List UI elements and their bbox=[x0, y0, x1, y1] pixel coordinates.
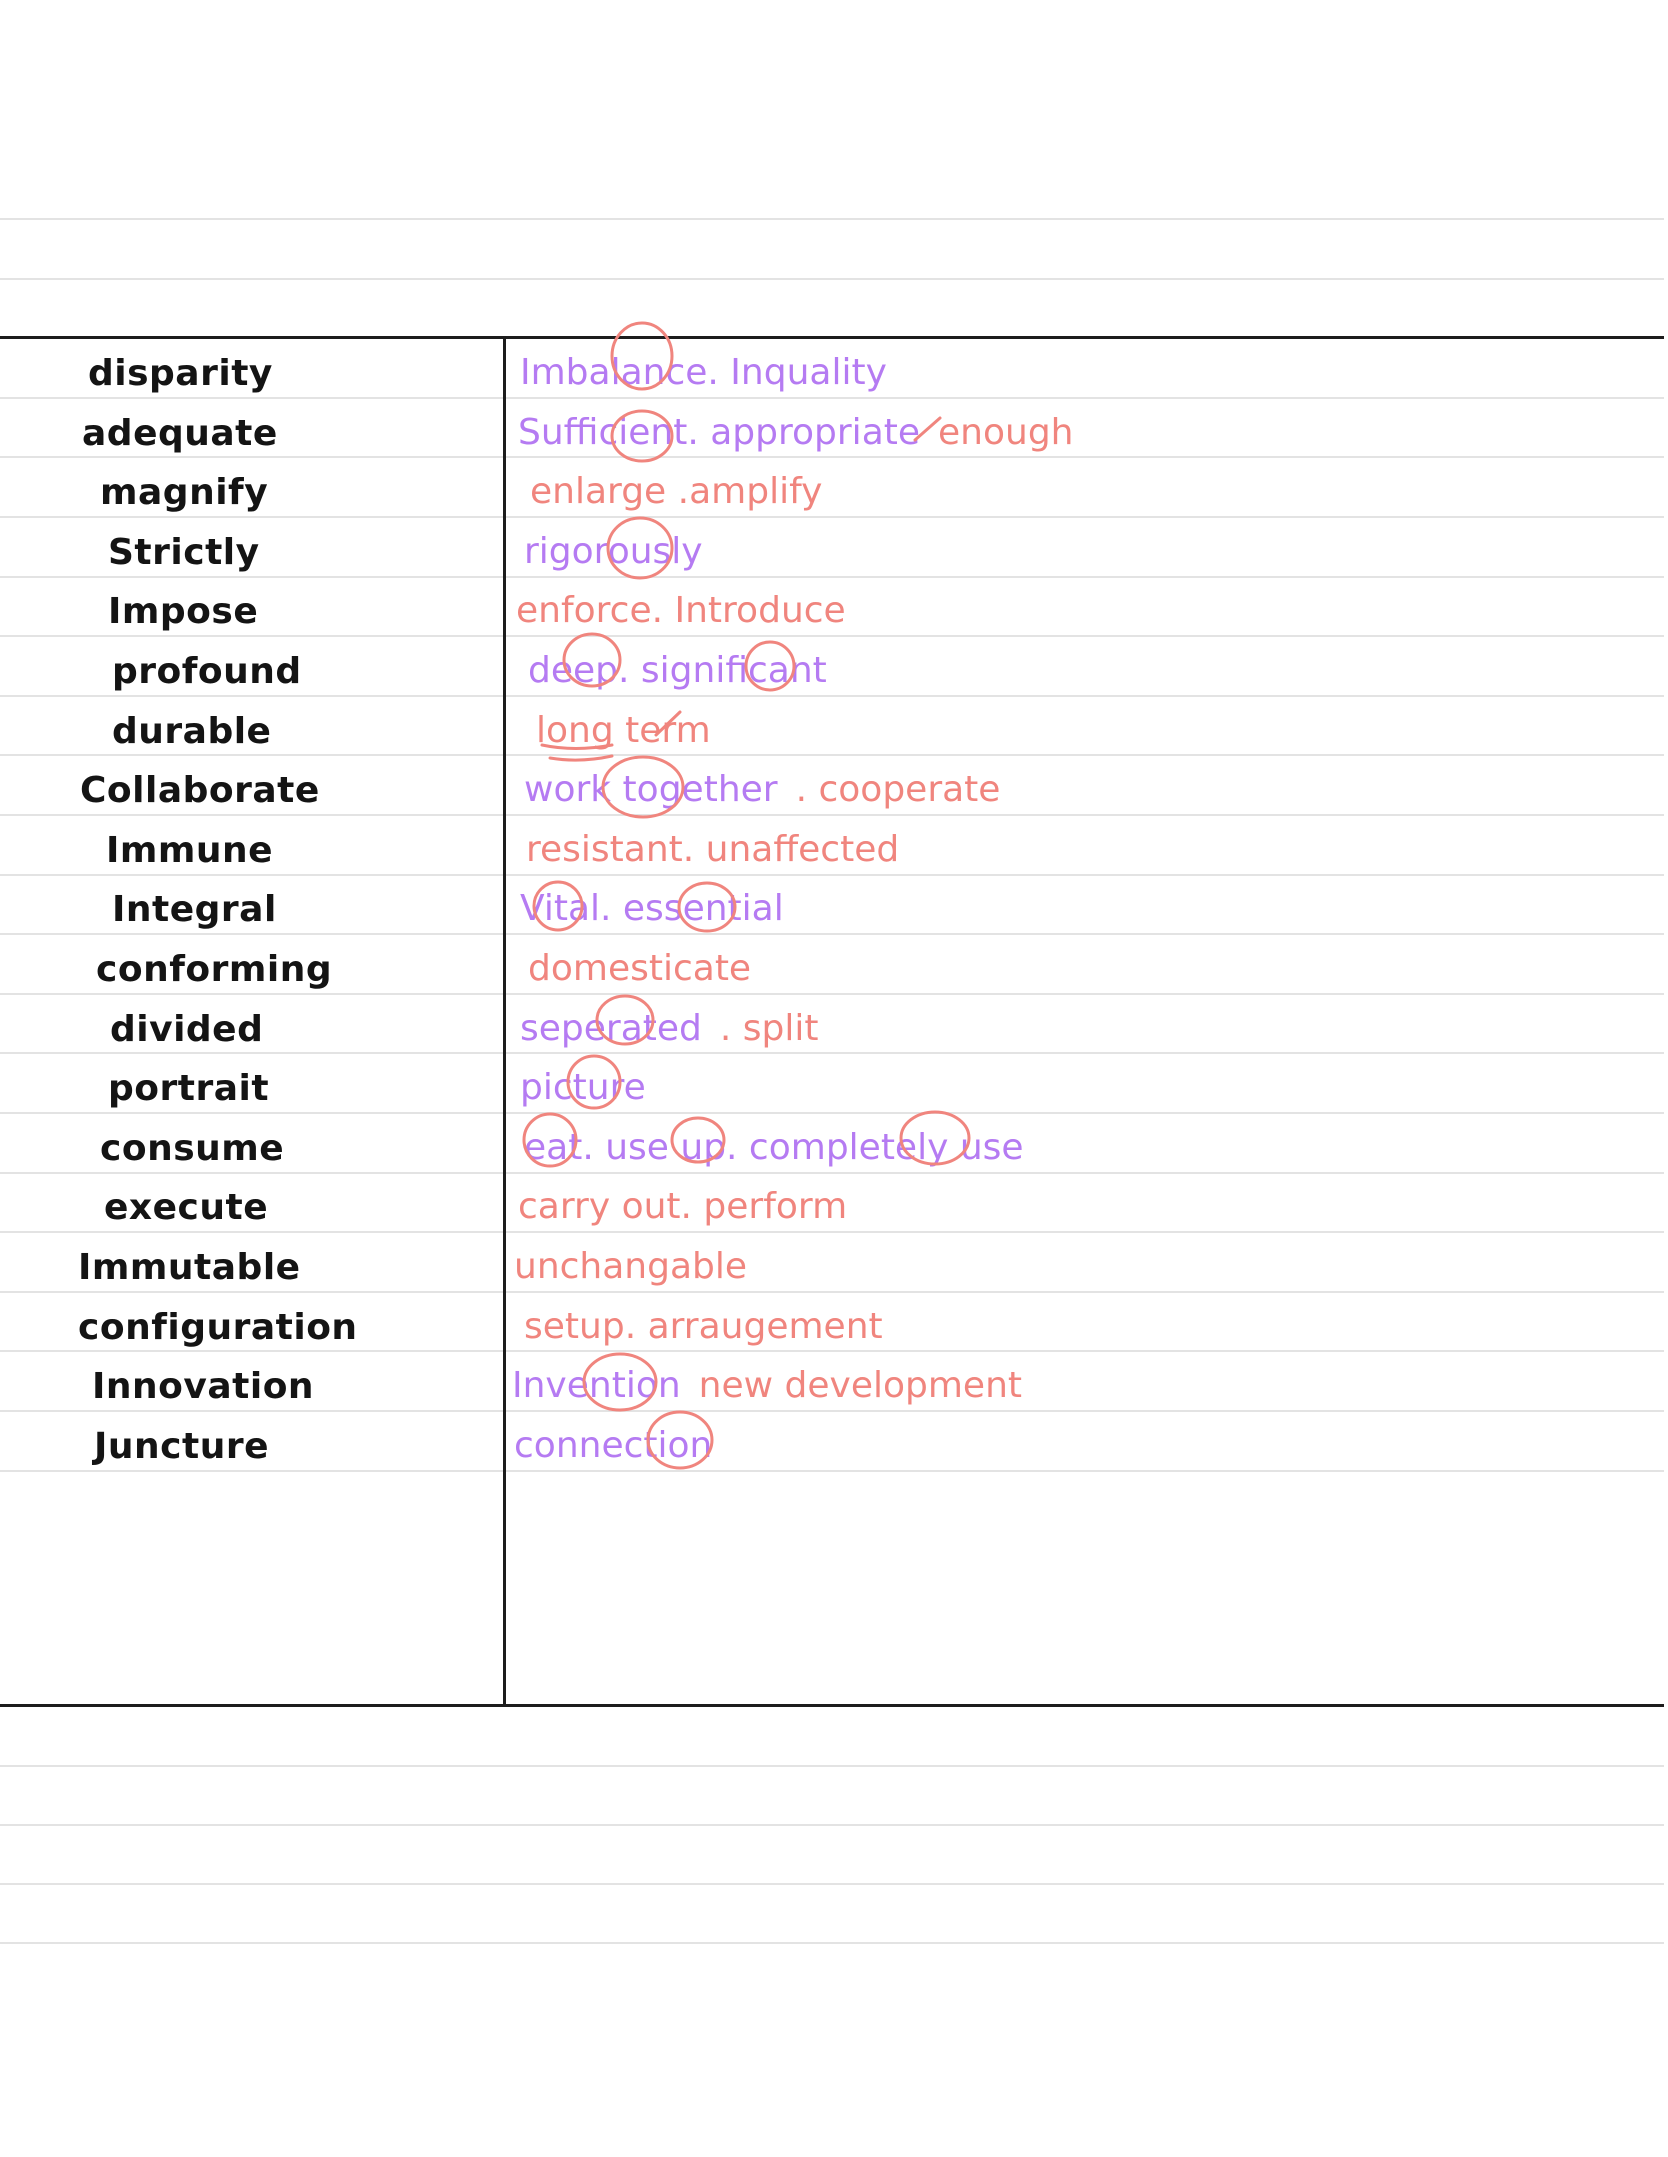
vocab-definition bbox=[524, 765, 1000, 815]
vocab-definition bbox=[526, 825, 899, 875]
vocab-term: Integral bbox=[112, 889, 277, 930]
definition-segment: picture bbox=[520, 1067, 646, 1108]
vocab-definition bbox=[536, 706, 711, 756]
definition-segment: work together bbox=[524, 769, 778, 810]
ruled-line bbox=[0, 218, 1664, 220]
table-row bbox=[0, 757, 1664, 817]
vocab-definition bbox=[530, 467, 822, 517]
ruled-line bbox=[0, 278, 1664, 280]
vocab-definition bbox=[528, 646, 827, 696]
definition-segment: Vital. essential bbox=[520, 888, 784, 929]
vocab-term: durable bbox=[112, 711, 272, 752]
vocab-term: disparity bbox=[88, 353, 273, 394]
definition-segment: connection bbox=[514, 1425, 713, 1466]
definition-segment: setup. arraugement bbox=[524, 1306, 883, 1347]
vocab-definition bbox=[514, 1242, 747, 1292]
vocab-definition bbox=[514, 1421, 712, 1471]
table-row bbox=[0, 400, 1664, 460]
vocab-definition bbox=[512, 1361, 1022, 1411]
vocab-definition bbox=[520, 884, 784, 934]
vocab-term: Collaborate bbox=[80, 770, 320, 811]
table-row bbox=[0, 817, 1664, 877]
table-row bbox=[0, 638, 1664, 698]
table-top-border bbox=[0, 336, 1664, 339]
vocab-definition bbox=[520, 1063, 646, 1113]
definition-segment: . cooperate bbox=[795, 769, 1001, 810]
table-row bbox=[0, 936, 1664, 996]
vocab-term: Innovation bbox=[92, 1366, 315, 1407]
table-row bbox=[0, 1055, 1664, 1115]
vocab-term: execute bbox=[104, 1187, 269, 1228]
table-row bbox=[0, 1234, 1664, 1294]
vocab-term: Impose bbox=[108, 591, 259, 632]
table-row bbox=[0, 996, 1664, 1056]
table-row bbox=[0, 578, 1664, 638]
vocab-term: consume bbox=[100, 1128, 285, 1169]
vocab-term: Juncture bbox=[94, 1426, 269, 1467]
vocab-definition bbox=[524, 1123, 1024, 1173]
vocab-definition bbox=[524, 527, 703, 577]
ruled-line bbox=[0, 1883, 1664, 1885]
vocab-term: profound bbox=[112, 651, 302, 692]
vocab-definition bbox=[524, 1302, 883, 1352]
ruled-line bbox=[0, 1765, 1664, 1767]
table-row bbox=[0, 1115, 1664, 1175]
vocab-term: configuration bbox=[78, 1307, 358, 1348]
vocab-term: portrait bbox=[108, 1068, 270, 1109]
definition-segment: Sufficient. appropriate bbox=[518, 412, 921, 453]
vocab-definition bbox=[528, 944, 751, 994]
definition-segment: Imbalance. Inquality bbox=[520, 352, 887, 393]
definition-segment: enough bbox=[938, 412, 1074, 453]
vocab-term: conforming bbox=[96, 949, 333, 990]
table-row bbox=[0, 1353, 1664, 1413]
definition-segment: . split bbox=[719, 1008, 819, 1049]
ruled-line bbox=[0, 1942, 1664, 1944]
table-bottom-border bbox=[0, 1704, 1664, 1707]
definition-segment: long term bbox=[536, 710, 711, 751]
vocab-definition bbox=[520, 1004, 819, 1054]
definition-segment: deep. significant bbox=[528, 650, 827, 691]
table-row bbox=[0, 1294, 1664, 1354]
definition-segment: carry out. perform bbox=[518, 1186, 848, 1227]
table-row bbox=[0, 519, 1664, 579]
table-row bbox=[0, 876, 1664, 936]
definition-segment: Invention bbox=[512, 1365, 681, 1406]
table-row bbox=[0, 698, 1664, 758]
table-row bbox=[0, 340, 1664, 400]
vocab-definition bbox=[520, 348, 887, 398]
table-row bbox=[0, 1174, 1664, 1234]
ruled-line bbox=[0, 1824, 1664, 1826]
definition-segment: eat. use up. completely use bbox=[524, 1127, 1024, 1168]
definition-segment: unchangable bbox=[514, 1246, 748, 1287]
definition-segment: new development bbox=[698, 1365, 1023, 1406]
vocab-term: adequate bbox=[82, 413, 278, 454]
definition-segment: domesticate bbox=[528, 948, 752, 989]
vocab-definition bbox=[518, 1182, 847, 1232]
vocab-term: divided bbox=[110, 1009, 264, 1050]
vocab-term: Strictly bbox=[108, 532, 260, 573]
definition-segment: enlarge .amplify bbox=[530, 471, 823, 512]
table-row bbox=[0, 1413, 1664, 1473]
vocab-term: Immutable bbox=[78, 1247, 301, 1288]
table-row bbox=[0, 459, 1664, 519]
vocab-definition bbox=[516, 586, 846, 636]
definition-segment: enforce. Introduce bbox=[516, 590, 846, 631]
vocab-term: magnify bbox=[100, 472, 269, 513]
definition-segment: seperated bbox=[520, 1008, 702, 1049]
definition-segment: resistant. unaffected bbox=[526, 829, 900, 870]
vocab-term: Immune bbox=[106, 830, 274, 871]
definition-segment: rigorously bbox=[524, 531, 703, 572]
vocab-definition bbox=[518, 408, 1074, 458]
